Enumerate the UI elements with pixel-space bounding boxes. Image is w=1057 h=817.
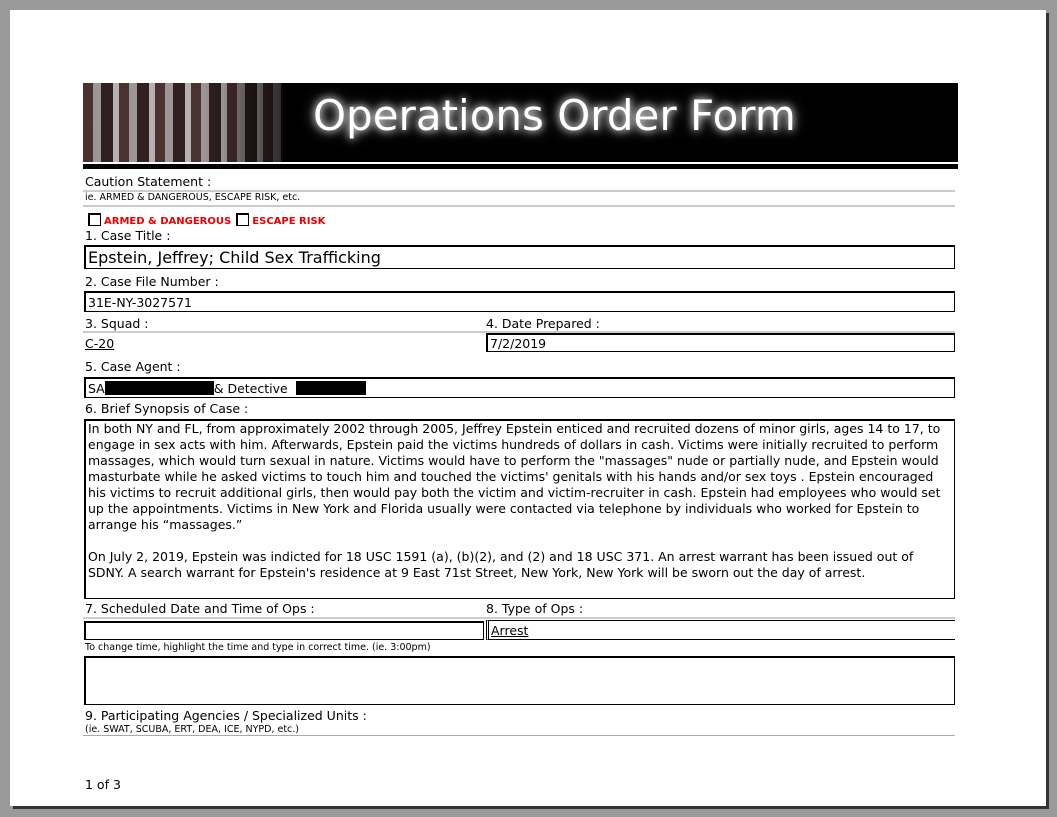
- squad-label: 3. Squad :: [85, 316, 149, 331]
- date-prepared-field[interactable]: 7/2/2019: [486, 333, 955, 352]
- case-agent-field[interactable]: [84, 377, 955, 398]
- type-ops-label: 8. Type of Ops :: [486, 601, 584, 616]
- squad-field[interactable]: C-20: [85, 336, 115, 351]
- divider: [83, 735, 955, 736]
- case-file-field[interactable]: 31E-NY-3027571: [84, 291, 955, 312]
- divider: [83, 617, 955, 619]
- caution-hint: ie. ARMED & DANGEROUS, ESCAPE RISK, etc.: [85, 192, 301, 203]
- document-page: [10, 10, 1046, 806]
- scheduled-notes-field[interactable]: [84, 656, 955, 705]
- redaction-block: [105, 381, 214, 395]
- page-number: 1 of 3: [85, 777, 121, 792]
- type-ops-field[interactable]: Arrest: [486, 620, 955, 640]
- synopsis-label: 6. Brief Synopsis of Case :: [85, 401, 249, 416]
- case-title-field[interactable]: Epstein, Jeffrey; Child Sex Trafficking: [84, 245, 955, 269]
- case-agent-label: 5. Case Agent :: [85, 359, 181, 374]
- agencies-hint: (ie. SWAT, SCUBA, ERT, DEA, ICE, NYPD, etc.): [85, 724, 300, 735]
- scheduled-label: 7. Scheduled Date and Time of Ops :: [85, 601, 315, 616]
- synopsis-field[interactable]: [84, 419, 955, 599]
- escape-risk-checkbox[interactable]: [236, 209, 325, 228]
- redaction-block: [296, 381, 366, 395]
- case-file-label: 2. Case File Number :: [85, 274, 219, 289]
- agent-middle: & Detective: [213, 381, 288, 396]
- armed-dangerous-checkbox[interactable]: [88, 209, 231, 228]
- armed-dangerous-label: ARMED & DANGEROUS: [104, 216, 232, 227]
- form-title: Operations Order Form: [313, 91, 796, 140]
- divider: [83, 205, 955, 207]
- agencies-label: 9. Participating Agencies / Specialized Units :: [85, 708, 367, 723]
- scheduled-hint: To change time, highlight the time and type in correct time. (ie. 3:00pm): [85, 642, 431, 653]
- case-title-label: 1. Case Title :: [85, 228, 171, 243]
- agent-prefix: SA: [88, 381, 105, 396]
- synopsis-paragraph: On July 2, 2019, Epstein was indicted for 18 USC 1591 (a), (b)(2), and (2) and 18 USC 371. An arrest warrant has been issued out of SDNY. A search warrant for Epstein's residence at 9 East 71st Street, New York, New York will be sworn out the day of arrest.: [88, 549, 914, 580]
- header-banner: [83, 83, 958, 162]
- caution-label: Caution Statement :: [85, 174, 212, 189]
- header-rule: [83, 164, 958, 169]
- escape-risk-label: ESCAPE RISK: [252, 216, 326, 227]
- date-prepared-label: 4. Date Prepared :: [486, 316, 600, 331]
- banner-fade: [203, 83, 313, 162]
- scheduled-field[interactable]: [84, 621, 484, 640]
- synopsis-paragraph: In both NY and FL, from approximately 2002 through 2005, Jeffrey Epstein enticed and recruited dozens of minor girls, ages 14 to 17, to engage in sex acts with him. Afterwards, Epstein paid the victims hundreds of dollars in cash. Victims were initially recruited to perform massages, which would turn sexual in nature. Victims would have to perform the "massages" nude or partially nude, and Epstein would masturbate while he asked victims to touch him and touched the victims' genitals with his hands and/or sex toys . Epstein encouraged his victims to recruit additional girls, then would pay both the victim and victim-recruiter in cash. Epstein had employees who would set up the appointments. Victims in New York and Florida usually were contacted via telephone by individuals who worked for Epstein to arrange his “massages.”: [88, 421, 941, 532]
